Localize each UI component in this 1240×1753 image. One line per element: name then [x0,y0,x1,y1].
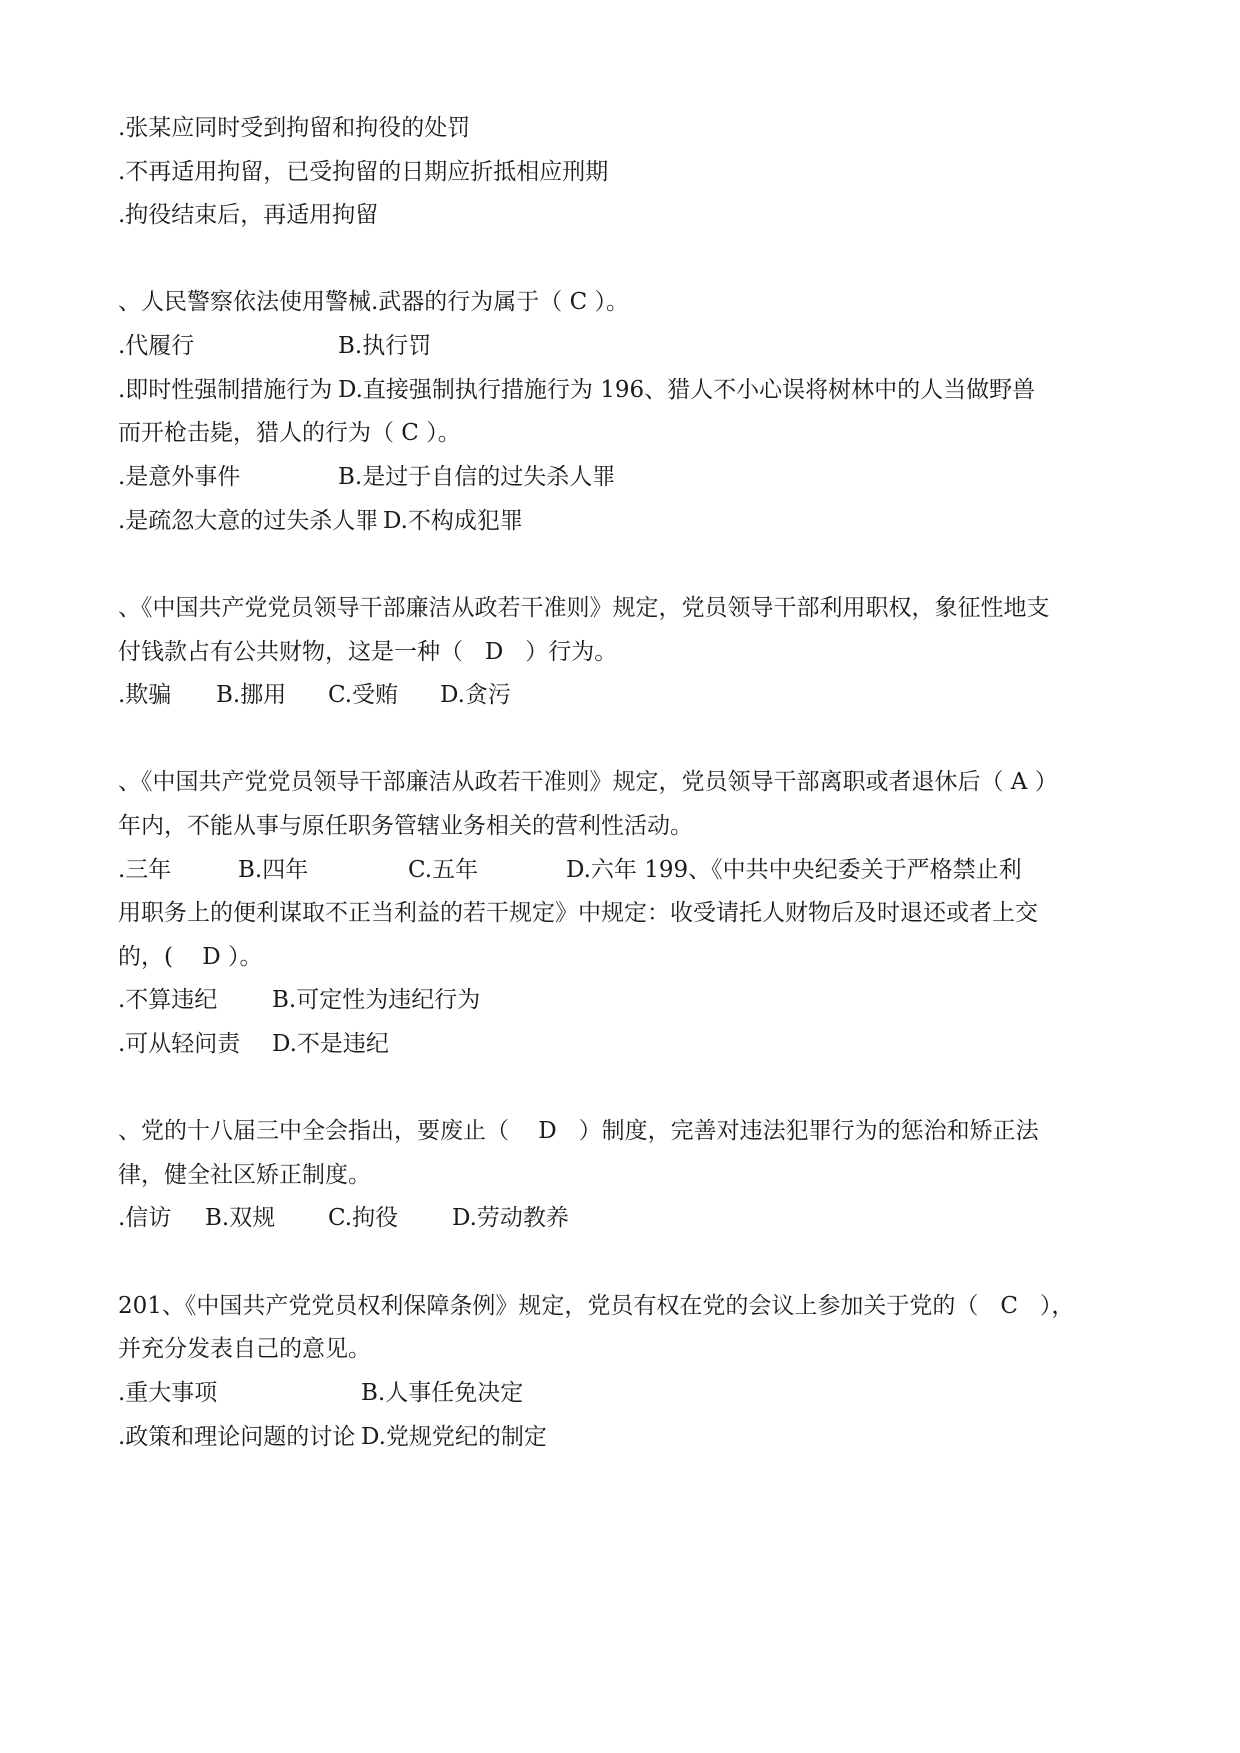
option-c: .政策和理论问题的讨论 [118,1424,356,1450]
option-a: .欺骗 [118,682,172,708]
option-c: .是疏忽大意的过失杀人罪 [118,508,379,534]
option-b: B.人事任免决定 [361,1380,524,1406]
question-text: 、《中国共产党党员领导干部廉洁从政若干准则》规定，党员领导干部离职或者退休后（ A ） [118,769,1058,795]
question-text: 律，健全社区矫正制度。 [118,1162,371,1188]
question-text: 年内，不能从事与原任职务管辖业务相关的营利性活动。 [118,813,693,839]
option-line: .不再适用拘留，已受拘留的日期应折抵相应刑期 [118,159,609,185]
option-a: .三年 [118,857,172,883]
option-d: D.劳动教养 [452,1205,569,1231]
option-b: B.是过于自信的过失杀人罪 [338,464,616,490]
option-a: .重大事项 [118,1380,218,1406]
option-c: .可从轻问责 [118,1031,241,1057]
question-text: 、党的十八届三中全会指出，要废止（ D ）制度，完善对违法犯罪行为的惩治和矫正法 [118,1118,1039,1144]
option-d: D.六年 199、《中共中央纪委关于严格禁止利 [566,857,1022,883]
question-text: 的，( D ）。 [118,944,263,970]
option-d: D.党规党纪的制定 [361,1424,547,1450]
question-text: 201、《中国共产党党员权利保障条例》规定，党员有权在党的会议上参加关于党的（ C ）， [118,1293,1075,1319]
option-c: C.拘役 [328,1205,399,1231]
option-b: B.执行罚 [338,333,432,359]
option-c: .即时性强制措施行为 [118,377,333,403]
option-a: .不算违纪 [118,987,218,1013]
question-text: 付钱款占有公共财物，这是一种（ D ）行为。 [118,639,618,665]
option-line: .拘役结束后，再适用拘留 [118,202,379,228]
option-d: D.贪污 [440,682,511,708]
option-a: .是意外事件 [118,464,241,490]
question-text: 、人民警察依法使用警械.武器的行为属于（ C ）。 [118,289,630,315]
question-text: 、《中国共产党党员领导干部廉洁从政若干准则》规定，党员领导干部利用职权，象征性地支 [118,595,1050,621]
option-d: D.直接强制执行措施行为 196、猎人不小心误将树林中的人当做野兽 [338,377,1036,403]
option-b: B.双规 [205,1205,276,1231]
option-a: .代履行 [118,333,195,359]
option-b: B.可定性为违纪行为 [272,987,481,1013]
option-a: .信访 [118,1205,172,1231]
option-b: B.挪用 [216,682,287,708]
option-line: .张某应同时受到拘留和拘役的处罚 [118,115,471,141]
option-d: D.不是违纪 [272,1031,389,1057]
option-c: C.受贿 [328,682,399,708]
option-d: D.不构成犯罪 [383,508,523,534]
question-text: 用职务上的便利谋取不正当利益的若干规定》中规定：收受请托人财物后及时退还或者上交 [118,900,1038,926]
option-c: C.五年 [408,857,479,883]
option-b: B.四年 [238,857,309,883]
question-text: 并充分发表自己的意见。 [118,1336,371,1362]
question-text: 而开枪击毙，猎人的行为（ C ）。 [118,420,461,446]
